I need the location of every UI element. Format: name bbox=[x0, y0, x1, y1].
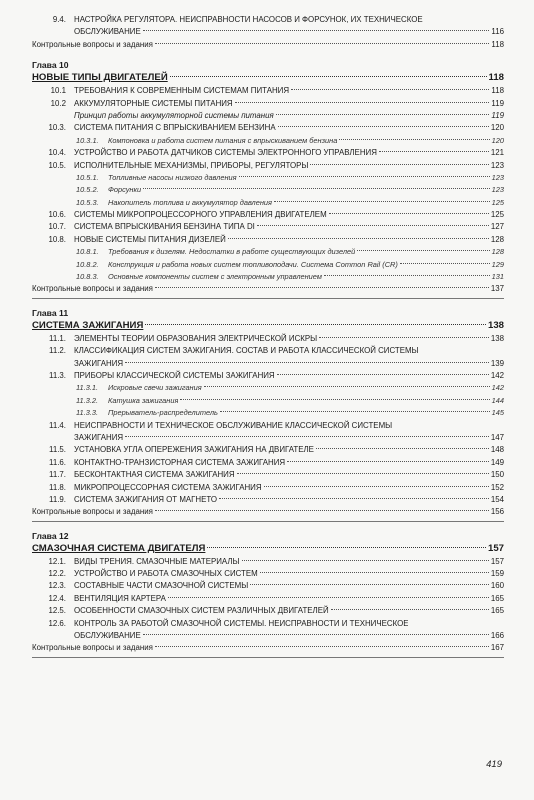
page-ref: 145 bbox=[491, 408, 504, 418]
entry-title-line bbox=[108, 184, 504, 196]
page-ref: 149 bbox=[490, 457, 504, 467]
dot-leader bbox=[180, 399, 489, 400]
section-number: 11.3.1. bbox=[76, 383, 99, 393]
toc-entry[interactable] bbox=[32, 135, 504, 147]
page-ref: 166 bbox=[490, 631, 504, 641]
entry-title-line bbox=[74, 209, 504, 221]
toc-entry[interactable] bbox=[32, 358, 504, 370]
entry-title: ОСОБЕННОСТИ СМАЗОЧНЫХ СИСТЕМ РАЗЛИЧНЫХ ДВИГАТЕЛЕЙ bbox=[74, 606, 329, 616]
section-number: 12.4. bbox=[48, 593, 66, 603]
entry-title-line bbox=[74, 14, 504, 26]
section-number: 11.4. bbox=[49, 420, 66, 430]
section-number: 11.1. bbox=[49, 333, 66, 343]
toc-entry[interactable] bbox=[32, 98, 504, 110]
section-number: 10.5. bbox=[48, 160, 66, 170]
dot-leader bbox=[324, 275, 490, 276]
section-number: 11.3.3. bbox=[76, 408, 99, 418]
toc-entry[interactable] bbox=[32, 26, 504, 38]
entry-title-line bbox=[74, 85, 504, 97]
page-ref: 128 bbox=[490, 234, 504, 244]
entry-title: Требования к дизелям. Недостатки в работе существующих дизелей bbox=[108, 247, 356, 257]
chapter-label: Глава 10 bbox=[32, 60, 69, 71]
entry-title-line bbox=[74, 568, 504, 580]
entry-title: ИСПОЛНИТЕЛЬНЫЕ МЕХАНИЗМЫ, ПРИБОРЫ, РЕГУЛЯТОРЫ bbox=[74, 160, 309, 170]
entry-title-line bbox=[74, 630, 504, 642]
toc-entry[interactable] bbox=[32, 234, 504, 246]
dot-leader bbox=[319, 337, 489, 338]
section-number: 11.8. bbox=[49, 482, 66, 492]
toc-entry[interactable] bbox=[32, 172, 504, 184]
toc-entry[interactable] bbox=[32, 630, 504, 642]
section-number: 10.4. bbox=[48, 148, 66, 158]
entry-title: СИСТЕМА ПИТАНИЯ С ВПРЫСКИВАНИЕМ БЕНЗИНА bbox=[74, 123, 276, 133]
page-ref: 118 bbox=[491, 86, 504, 96]
entry-title-line bbox=[74, 110, 504, 122]
dot-leader bbox=[143, 634, 489, 635]
entry-title: СИСТЕМЫ МИКРОПРОЦЕССОРНОГО УПРАВЛЕНИЯ ДВИГАТЕЛЕМ bbox=[74, 210, 327, 220]
toc-entry[interactable] bbox=[32, 147, 504, 159]
page-ref: 165 bbox=[490, 593, 504, 603]
entry-title-line bbox=[74, 147, 504, 159]
page-ref: 139 bbox=[490, 358, 504, 368]
toc-entry[interactable] bbox=[32, 432, 504, 444]
section-number: 12.2. bbox=[48, 569, 66, 579]
dot-leader bbox=[145, 324, 486, 325]
entry-title-line bbox=[74, 494, 504, 506]
entry-title-line bbox=[74, 420, 504, 432]
chapter-page-ref: 118 bbox=[488, 72, 504, 84]
entry-title: Накопитель топлива и аккумулятор давления bbox=[108, 197, 272, 207]
entry-title: Контрольные вопросы и задания bbox=[32, 284, 153, 294]
entry-title-line bbox=[74, 358, 504, 370]
toc-entry[interactable] bbox=[32, 420, 504, 432]
section-number: 10.6. bbox=[48, 210, 66, 220]
chapter-page-ref: 138 bbox=[487, 319, 504, 331]
entry-title: УСТРОЙСТВО И РАБОТА СМАЗОЧНЫХ СИСТЕМ bbox=[74, 569, 258, 579]
toc-entry[interactable] bbox=[32, 370, 504, 382]
page-ref: 116 bbox=[491, 27, 504, 37]
table-of-contents bbox=[32, 14, 504, 658]
entry-title-line bbox=[108, 197, 504, 209]
entry-title-line bbox=[74, 221, 504, 233]
page-ref: 123 bbox=[490, 160, 504, 170]
entry-title-line bbox=[74, 160, 504, 172]
entry-title: АККУМУЛЯТОРНЫЕ СИСТЕМЫ ПИТАНИЯ bbox=[74, 98, 233, 108]
toc-entry[interactable] bbox=[32, 568, 504, 580]
entry-title: КОНТРОЛЬ ЗА РАБОТОЙ СМАЗОЧНОЙ СИСТЕМЫ. НЕИСПРАВНОСТИ И ТЕХНИЧЕСКОЕ bbox=[74, 618, 409, 628]
entry-title-line bbox=[74, 457, 504, 469]
entry-title-line bbox=[74, 556, 504, 568]
toc-entry[interactable] bbox=[32, 444, 504, 456]
entry-title-line bbox=[74, 580, 504, 592]
dot-leader bbox=[235, 102, 490, 103]
toc-entry[interactable] bbox=[32, 506, 504, 518]
chapter-divider bbox=[32, 521, 504, 522]
chapter-title-text: НОВЫЕ ТИПЫ ДВИГАТЕЛЕЙ bbox=[32, 72, 168, 84]
section-number: 10.8.1. bbox=[76, 247, 99, 257]
toc-entry[interactable] bbox=[32, 110, 504, 122]
entry-title-line bbox=[74, 469, 504, 481]
dot-leader bbox=[242, 560, 489, 561]
page-ref: 120 bbox=[491, 135, 504, 145]
page-ref: 137 bbox=[490, 284, 504, 294]
page-ref: 138 bbox=[490, 333, 504, 343]
entry-title: НЕИСПРАВНОСТИ И ТЕХНИЧЕСКОЕ ОБСЛУЖИВАНИЕ КЛАССИЧЕСКОЙ СИСТЕМЫ bbox=[74, 420, 393, 430]
section-number: 11.2. bbox=[49, 346, 66, 356]
entry-title: ЗАЖИГАНИЯ bbox=[74, 432, 124, 442]
entry-title: ЗАЖИГАНИЯ bbox=[74, 358, 124, 368]
entry-title: ОБСЛУЖИВАНИЕ bbox=[74, 27, 141, 37]
section-number: 12.6. bbox=[48, 618, 66, 628]
section-number: 11.6. bbox=[49, 457, 66, 467]
entry-title-line bbox=[74, 98, 504, 110]
entry-title: Контрольные вопросы и задания bbox=[32, 39, 153, 49]
toc-entry[interactable] bbox=[32, 209, 504, 221]
toc-entry[interactable] bbox=[32, 407, 504, 419]
entry-title-line bbox=[74, 593, 504, 605]
toc-entry[interactable] bbox=[32, 395, 504, 407]
dot-leader bbox=[207, 547, 486, 548]
section-number: 11.7. bbox=[49, 470, 66, 480]
entry-title-line bbox=[74, 432, 504, 444]
entry-title-line bbox=[32, 506, 504, 518]
entry-title: Катушка зажигания bbox=[108, 395, 179, 405]
entry-title-line bbox=[108, 395, 504, 407]
entry-title-line bbox=[108, 135, 504, 147]
dot-leader bbox=[257, 225, 489, 226]
section-number: 10.3. bbox=[48, 123, 66, 133]
page-ref: 119 bbox=[491, 98, 504, 108]
entry-title: КЛАССИФИКАЦИЯ СИСТЕМ ЗАЖИГАНИЯ. СОСТАВ И РАБОТА КЛАССИЧЕСКОЙ СИСТЕМЫ bbox=[74, 346, 419, 356]
page-ref: 123 bbox=[491, 185, 504, 195]
toc-entry[interactable] bbox=[32, 618, 504, 630]
section-number: 10.8.2. bbox=[76, 259, 99, 269]
entry-title: Конструкция и работа новых систем топливоподачи. Система Common Rail (CR) bbox=[108, 259, 398, 269]
page-ref: 159 bbox=[490, 569, 504, 579]
dot-leader bbox=[155, 646, 489, 647]
dot-leader bbox=[143, 30, 490, 31]
chapter-title[interactable] bbox=[32, 71, 504, 85]
page-ref: 142 bbox=[491, 383, 504, 393]
section-number: 9.4. bbox=[52, 15, 66, 24]
toc-entry[interactable] bbox=[32, 160, 504, 172]
toc-entry[interactable] bbox=[32, 259, 504, 271]
entry-title: БЕСКОНТАКТНАЯ СИСТЕМА ЗАЖИГАНИЯ bbox=[74, 470, 235, 480]
dot-leader bbox=[228, 238, 489, 239]
section-number: 10.5.3. bbox=[76, 197, 99, 207]
entry-title: Принцип работы аккумуляторной системы питания bbox=[74, 110, 274, 120]
toc-entry[interactable] bbox=[32, 14, 504, 26]
entry-title-line bbox=[108, 271, 504, 283]
section-number: 12.5. bbox=[48, 606, 66, 616]
dot-leader bbox=[329, 213, 489, 214]
chapter-divider bbox=[32, 298, 504, 299]
page-ref: 131 bbox=[491, 272, 504, 282]
entry-title: СИСТЕМА ЗАЖИГАНИЯ ОТ МАГНЕТО bbox=[74, 494, 217, 504]
dot-leader bbox=[357, 250, 489, 251]
page-ref: 160 bbox=[490, 581, 504, 591]
page-ref: 127 bbox=[490, 222, 504, 232]
dot-leader bbox=[155, 43, 490, 44]
page-ref: 152 bbox=[490, 482, 504, 492]
toc-entry[interactable] bbox=[32, 246, 504, 258]
page-ref: 165 bbox=[490, 606, 504, 616]
entry-title: Прерыватель-распределитель bbox=[108, 408, 218, 418]
dot-leader bbox=[260, 572, 489, 573]
section-number: 11.3. bbox=[49, 370, 66, 380]
entry-title: Контрольные вопросы и задания bbox=[32, 643, 153, 653]
page-number: 419 bbox=[486, 759, 502, 770]
entry-title: НОВЫЕ СИСТЕМЫ ПИТАНИЯ ДИЗЕЛЕЙ bbox=[74, 234, 226, 244]
dot-leader bbox=[291, 89, 489, 90]
section-number: 11.5. bbox=[49, 445, 66, 455]
dot-leader bbox=[155, 510, 489, 511]
dot-leader bbox=[237, 473, 489, 474]
toc-entry[interactable] bbox=[32, 382, 504, 394]
toc-entry[interactable] bbox=[32, 580, 504, 592]
entry-title: ВЕНТИЛЯЦИЯ КАРТЕРА bbox=[74, 593, 166, 603]
entry-title-line bbox=[74, 482, 504, 494]
section-number: 10.5.1. bbox=[76, 172, 99, 182]
entry-title-line bbox=[74, 605, 504, 617]
dot-leader bbox=[287, 461, 489, 462]
chapter-title-text: СИСТЕМА ЗАЖИГАНИЯ bbox=[32, 319, 144, 331]
entry-title-line bbox=[74, 444, 504, 456]
entry-title: УСТАНОВКА УГЛА ОПЕРЕЖЕНИЯ ЗАЖИГАНИЯ НА ДВИГАТЕЛЕ bbox=[74, 445, 314, 455]
page-ref: 156 bbox=[490, 507, 504, 517]
section-number: 10.3.1. bbox=[76, 135, 99, 145]
toc-entry[interactable] bbox=[32, 556, 504, 568]
dot-leader bbox=[220, 411, 490, 412]
toc-entry[interactable] bbox=[32, 482, 504, 494]
section-number: 10.2 bbox=[50, 98, 66, 108]
entry-title-line bbox=[32, 39, 504, 51]
section-number: 10.8. bbox=[48, 234, 66, 244]
dot-leader bbox=[400, 263, 490, 264]
dot-leader bbox=[331, 609, 489, 610]
section-number: 10.8.3. bbox=[76, 272, 99, 282]
dot-leader bbox=[339, 139, 489, 140]
section-number: 11.3.2. bbox=[76, 395, 99, 405]
dot-leader bbox=[204, 386, 490, 387]
entry-title-line bbox=[74, 618, 504, 630]
dot-leader bbox=[277, 374, 489, 375]
entry-title: Контрольные вопросы и задания bbox=[32, 507, 153, 517]
page-ref: 142 bbox=[490, 370, 504, 380]
entry-title: Компоновка и работа систем питания с впрыскиванием бензина bbox=[108, 135, 338, 145]
entry-title-line bbox=[108, 246, 504, 258]
page-ref: 128 bbox=[491, 247, 504, 257]
dot-leader bbox=[278, 126, 489, 127]
dot-leader bbox=[125, 362, 489, 363]
dot-leader bbox=[379, 151, 489, 152]
page-ref: 154 bbox=[490, 494, 504, 504]
page-ref: 119 bbox=[491, 110, 504, 120]
section-number: 11.9. bbox=[49, 494, 66, 504]
page-ref: 123 bbox=[491, 172, 504, 182]
entry-title: КОНТАКТНО-ТРАНЗИСТОРНАЯ СИСТЕМА ЗАЖИГАНИЯ bbox=[74, 457, 286, 467]
dot-leader bbox=[274, 201, 490, 202]
toc-entry[interactable] bbox=[32, 345, 504, 357]
dot-leader bbox=[125, 436, 489, 437]
toc-entry[interactable] bbox=[32, 221, 504, 233]
page-ref: 129 bbox=[491, 259, 504, 269]
section-number: 12.1. bbox=[48, 556, 66, 566]
dot-leader bbox=[310, 164, 488, 165]
entry-title-line bbox=[74, 26, 504, 38]
entry-title: НАСТРОЙКА РЕГУЛЯТОРА. НЕИСПРАВНОСТИ НАСОСОВ И ФОРСУНОК, ИХ ТЕХНИЧЕСКОЕ bbox=[74, 15, 423, 24]
entry-title: Искровые свечи зажигания bbox=[108, 383, 202, 393]
page-ref: 120 bbox=[490, 123, 504, 133]
chapter-page-ref: 157 bbox=[487, 542, 504, 554]
entry-title: СОСТАВНЫЕ ЧАСТИ СМАЗОЧНОЙ СИСТЕМЫ bbox=[74, 581, 249, 591]
toc-entry[interactable] bbox=[32, 283, 504, 295]
entry-title-line bbox=[74, 333, 504, 345]
entry-title-line bbox=[32, 642, 504, 654]
chapter-title-text: СМАЗОЧНАЯ СИСТЕМА ДВИГАТЕЛЯ bbox=[32, 542, 206, 554]
dot-leader bbox=[143, 188, 490, 189]
entry-title-line bbox=[108, 259, 504, 271]
entry-title-line bbox=[74, 345, 504, 357]
toc-entry[interactable] bbox=[32, 333, 504, 345]
toc-entry[interactable] bbox=[32, 593, 504, 605]
entry-title: ЭЛЕМЕНТЫ ТЕОРИИ ОБРАЗОВАНИЯ ЭЛЕКТРИЧЕСКОЙ ИСКРЫ bbox=[74, 333, 318, 343]
chapter-label: Глава 12 bbox=[32, 530, 69, 541]
entry-title: МИКРОПРОЦЕССОРНАЯ СИСТЕМА ЗАЖИГАНИЯ bbox=[74, 482, 262, 492]
entry-title-line bbox=[74, 234, 504, 246]
page-ref: 150 bbox=[490, 470, 504, 480]
section-number: 10.1 bbox=[50, 86, 66, 96]
entry-title: Топливные насосы низкого давления bbox=[108, 172, 237, 182]
chapter-divider bbox=[32, 657, 504, 658]
entry-title-line bbox=[74, 370, 504, 382]
dot-leader bbox=[250, 584, 489, 585]
page-ref: 125 bbox=[491, 197, 504, 207]
entry-title-line bbox=[108, 172, 504, 184]
toc-entry[interactable] bbox=[32, 197, 504, 209]
toc-entry[interactable] bbox=[32, 494, 504, 506]
chapter-title[interactable] bbox=[32, 542, 504, 556]
toc-entry[interactable] bbox=[32, 122, 504, 134]
page-ref: 144 bbox=[491, 395, 504, 405]
dot-leader bbox=[316, 448, 489, 449]
entry-title: ПРИБОРЫ КЛАССИЧЕСКОЙ СИСТЕМЫ ЗАЖИГАНИЯ bbox=[74, 370, 275, 380]
dot-leader bbox=[276, 114, 490, 115]
page-ref: 167 bbox=[490, 643, 504, 653]
entry-title-line bbox=[108, 382, 504, 394]
chapter-title[interactable] bbox=[32, 319, 504, 333]
toc-entry[interactable] bbox=[32, 184, 504, 196]
toc-entry[interactable] bbox=[32, 39, 504, 51]
page-ref: 125 bbox=[490, 210, 504, 220]
entry-title: ТРЕБОВАНИЯ К СОВРЕМЕННЫМ СИСТЕМАМ ПИТАНИЯ bbox=[74, 86, 290, 96]
section-number: 12.3. bbox=[48, 581, 66, 591]
entry-title: ОБСЛУЖИВАНИЕ bbox=[74, 631, 141, 641]
dot-leader bbox=[219, 498, 489, 499]
entry-title: УСТРОЙСТВО И РАБОТА ДАТЧИКОВ СИСТЕМЫ ЭЛЕКТРОННОГО УПРАВЛЕНИЯ bbox=[74, 148, 377, 158]
section-number: 10.5.2. bbox=[76, 185, 99, 195]
entry-title: Основные компоненты систем с электронным управлением bbox=[108, 272, 322, 282]
section-number: 10.7. bbox=[48, 222, 66, 232]
page-ref: 147 bbox=[490, 432, 504, 442]
dot-leader bbox=[239, 176, 490, 177]
dot-leader bbox=[168, 597, 489, 598]
toc-entry[interactable] bbox=[32, 469, 504, 481]
toc-entry[interactable] bbox=[32, 457, 504, 469]
toc-entry[interactable] bbox=[32, 605, 504, 617]
entry-title: ВИДЫ ТРЕНИЯ. СМАЗОЧНЫЕ МАТЕРИАЛЫ bbox=[74, 556, 240, 566]
entry-title-line bbox=[108, 407, 504, 419]
entry-title: СИСТЕМА ВПРЫСКИВАНИЯ БЕНЗИНА ТИПА DI bbox=[74, 222, 255, 232]
toc-entry[interactable] bbox=[32, 642, 504, 654]
page-ref: 121 bbox=[490, 148, 504, 158]
dot-leader bbox=[170, 76, 487, 77]
dot-leader bbox=[264, 486, 489, 487]
entry-title: Форсунки bbox=[108, 185, 142, 195]
entry-title-line bbox=[32, 283, 504, 295]
entry-title-line bbox=[74, 122, 504, 134]
page-ref: 157 bbox=[490, 556, 504, 566]
dot-leader bbox=[155, 287, 489, 288]
toc-entry[interactable] bbox=[32, 271, 504, 283]
toc-entry[interactable] bbox=[32, 85, 504, 97]
page-ref: 148 bbox=[490, 445, 504, 455]
page-ref: 118 bbox=[491, 39, 504, 49]
chapter-label: Глава 11 bbox=[32, 307, 69, 318]
